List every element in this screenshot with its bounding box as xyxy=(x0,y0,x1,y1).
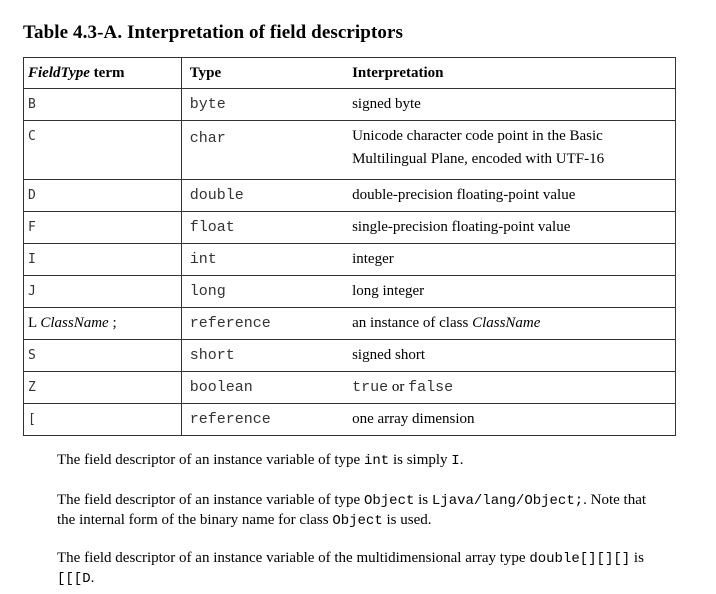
paragraph-int-example: The field descriptor of an instance variable of type int is simply I. xyxy=(57,452,464,469)
type-cell: boolean xyxy=(181,372,344,404)
interpretation-cell: one array dimension xyxy=(344,404,675,436)
interpretation-cell: true or false xyxy=(344,372,675,404)
interpretation-cell: integer xyxy=(344,244,675,276)
interpretation-cell: long integer xyxy=(344,276,675,308)
interpretation-cell: an instance of class ClassName xyxy=(344,308,675,340)
term-cell: [ xyxy=(24,404,182,436)
interpretation-cell: single-precision floating-point value xyxy=(344,212,675,244)
type-cell: reference xyxy=(181,308,344,340)
term-cell: Z xyxy=(24,372,182,404)
term-cell: J xyxy=(24,276,182,308)
table-title: Table 4.3-A. Interpretation of field descriptors xyxy=(23,22,404,43)
table-row xyxy=(24,121,676,180)
term-cell: I xyxy=(24,244,182,276)
header-fieldtype-term: FieldType term xyxy=(24,58,182,89)
table-row xyxy=(24,212,676,244)
type-cell: byte xyxy=(181,89,344,121)
paragraph-object-example: The field descriptor of an instance variable of type Object is Ljava/lang/Object;. Note that the internal form of the binary name for class Object is used. xyxy=(57,492,647,529)
table-row xyxy=(24,244,676,276)
table-row xyxy=(24,276,676,308)
interpretation-cell: signed byte xyxy=(344,89,675,121)
table-row xyxy=(24,180,676,212)
term-cell: D xyxy=(24,180,182,212)
table-row xyxy=(24,308,676,340)
interpretation-cell: Unicode character code point in the Basic Multilingual Plane, encoded with UTF-16 xyxy=(344,121,675,180)
table-header-row xyxy=(24,58,676,89)
table-row xyxy=(24,89,676,121)
interpretation-cell: signed short xyxy=(344,340,675,372)
header-interpretation: Interpretation xyxy=(344,58,675,89)
term-cell: S xyxy=(24,340,182,372)
type-cell: int xyxy=(181,244,344,276)
type-cell: reference xyxy=(181,404,344,436)
type-cell: double xyxy=(181,180,344,212)
type-cell: long xyxy=(181,276,344,308)
term-cell: F xyxy=(24,212,182,244)
term-cell: B xyxy=(24,89,182,121)
interpretation-cell: double-precision floating-point value xyxy=(344,180,675,212)
type-cell: float xyxy=(181,212,344,244)
table-row xyxy=(24,404,676,436)
header-type: Type xyxy=(181,58,344,89)
field-descriptor-table xyxy=(23,57,676,436)
paragraph-array-example: The field descriptor of an instance variable of the multidimensional array type double[][][] is [[[D. xyxy=(57,550,644,587)
table-row xyxy=(24,340,676,372)
type-cell: char xyxy=(181,121,344,180)
term-cell: C xyxy=(24,121,182,180)
term-cell: L ClassName ; xyxy=(24,308,182,340)
type-cell: short xyxy=(181,340,344,372)
table-row xyxy=(24,372,676,404)
